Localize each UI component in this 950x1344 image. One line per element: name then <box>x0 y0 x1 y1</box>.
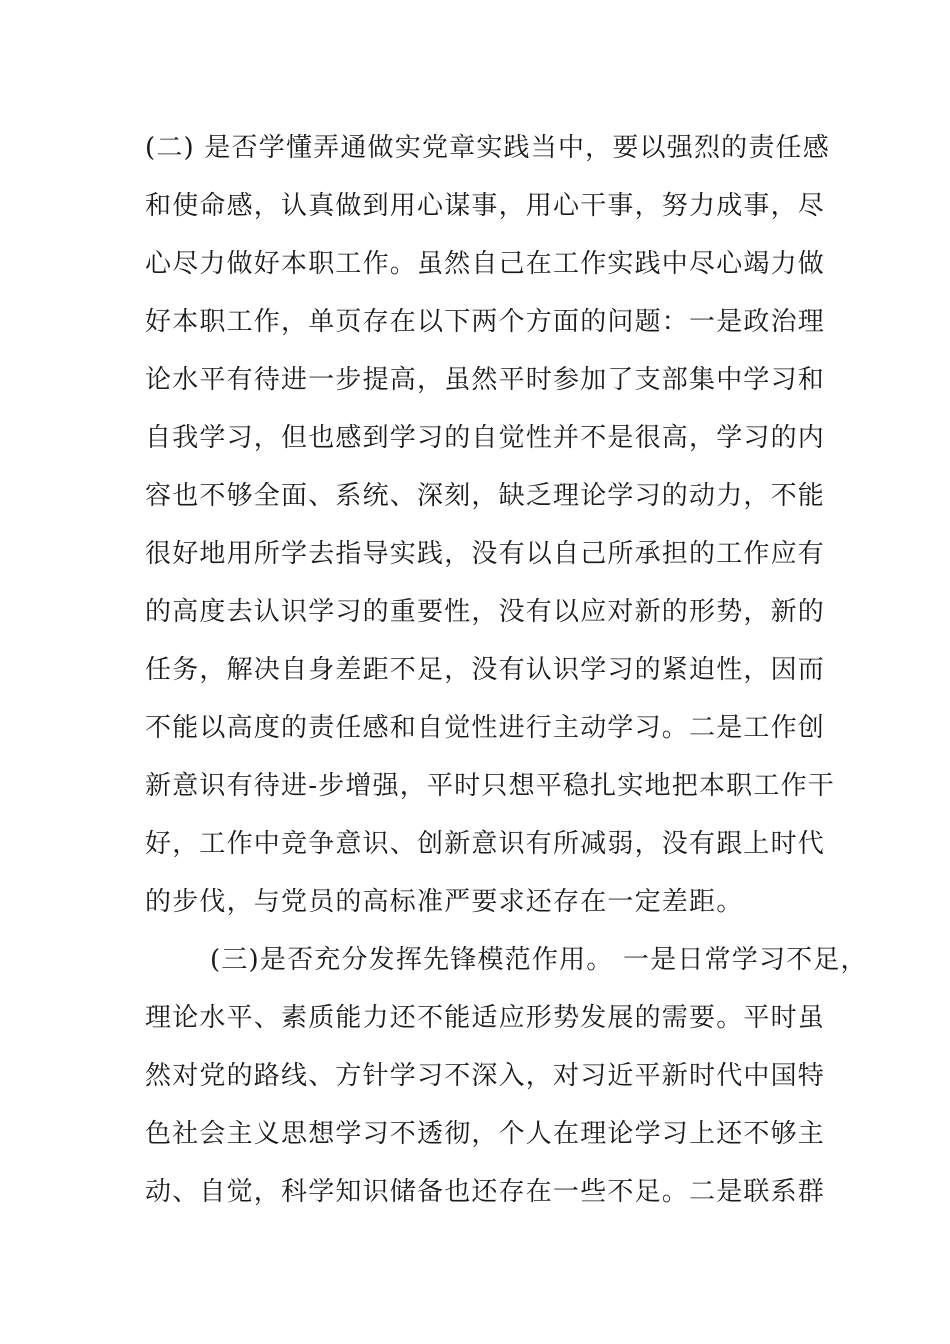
text-line: 然对党的路线、方针学习不深入，对习近平新时代中国特 <box>145 1061 826 1091</box>
text-line: 容也不够全面、系统、深刻，缺乏理论学习的动力，不能 <box>145 481 826 511</box>
text-line: 理论水平、素质能力还不能适应形势发展的需要。平时虽 <box>145 1003 826 1033</box>
text-line: 很好地用所学去指导实践，没有以自己所承担的工作应有 <box>145 539 826 569</box>
text-line: 好本职工作，单页存在以下两个方面的问题：一是政治理 <box>145 307 826 337</box>
text-line: (二) 是否学懂弄通做实党章实践当中，要以强烈的责任感 <box>145 133 830 163</box>
text-line: 任务，解决自身差距不足，没有认识学习的紧迫性，因而 <box>145 655 826 685</box>
text-line: 动、自觉，科学知识储备也还存在一些不足。二是联系群 <box>145 1177 826 1207</box>
section-heading-3: (三)是否充分发挥先锋模范作用。 一是日常学习不足， <box>210 945 868 975</box>
text-line: 新意识有待进-步增强，平时只想平稳扎实地把本职工作干 <box>145 771 835 801</box>
text-line: 自我学习，但也感到学习的自觉性并不是很高，学习的内 <box>145 423 826 453</box>
text-line: 论水平有待进一步提高，虽然平时参加了支部集中学习和 <box>145 365 826 395</box>
text-line: 的步伐，与党员的高标准严要求还存在一定差距。 <box>145 887 744 917</box>
text-line: 的高度去认识学习的重要性，没有以应对新的形势，新的 <box>145 597 826 627</box>
text-line: 不能以高度的责任感和自觉性进行主动学习。二是工作创 <box>145 713 826 743</box>
text-line: 心尽力做好本职工作。虽然自己在工作实践中尽心竭力做 <box>145 249 826 279</box>
text-line: 色社会主义思想学习不透彻，个人在理论学习上还不够主 <box>145 1119 826 1149</box>
text-line: 和使命感，认真做到用心谋事，用心干事，努力成事，尽 <box>145 191 826 221</box>
text-line: 好，工作中竞争意识、创新意识有所减弱，没有跟上时代 <box>145 829 826 859</box>
